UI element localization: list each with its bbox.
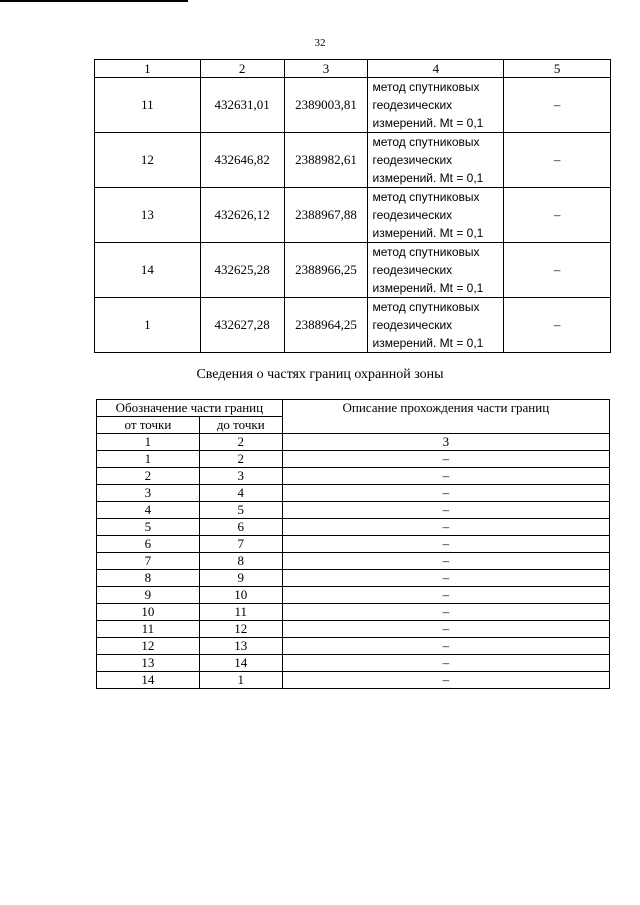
from-cell: 10 [97,604,200,621]
header-rule [0,0,188,2]
method-cell [368,243,504,298]
point-cell: 13 [95,188,201,243]
header-to-cell: до точки [199,417,282,434]
y-cell: 2388967,88 [284,188,368,243]
header-from-cell: от точки [97,417,200,434]
method-cell [368,133,504,188]
to-cell: 8 [199,553,282,570]
desc-cell: – [282,570,609,587]
header-group-cell: Обозначение части границ [97,400,283,417]
table-row [97,536,610,553]
x-cell: 432646,82 [200,133,284,188]
desc-cell: – [282,587,609,604]
table-row [95,298,611,353]
page-number: 32 [314,37,326,49]
table-row [95,78,611,133]
table-row [97,451,610,468]
table-row [95,243,611,298]
desc-cell: – [282,519,609,536]
desc-cell: – [282,638,609,655]
from-cell: 1 [97,451,200,468]
method-line: измерений. Mt = 0,1 [372,281,484,295]
method-cell [368,78,504,133]
from-cell: 13 [97,655,200,672]
to-cell: 14 [199,655,282,672]
desc-cell: – [282,502,609,519]
header-cell: 5 [504,60,611,78]
from-cell: 6 [97,536,200,553]
method-line: метод спутниковых [372,80,480,94]
to-cell: 10 [199,587,282,604]
desc-cell: – [282,604,609,621]
number-cell: 2 [199,434,282,451]
table-row [97,638,610,655]
table-row [97,485,610,502]
header-cell: 3 [284,60,368,78]
table-header-row [95,60,611,78]
to-cell: 9 [199,570,282,587]
table-row [97,621,610,638]
table-row [97,502,610,519]
section-caption: Сведения о частях границ охранной зоны [196,367,444,382]
table-row [97,570,610,587]
from-cell: 14 [97,672,200,689]
to-cell: 5 [199,502,282,519]
from-cell: 9 [97,587,200,604]
desc-cell: – [282,655,609,672]
number-cell: 3 [282,434,609,451]
to-cell: 11 [199,604,282,621]
method-line: измерений. Mt = 0,1 [372,226,484,240]
header-cell: 4 [368,60,504,78]
from-cell: 8 [97,570,200,587]
coordinates-table [94,59,611,353]
note-cell: – [504,243,611,298]
header-cell: 2 [200,60,284,78]
method-line: измерений. Mt = 0,1 [372,336,484,350]
desc-cell: – [282,468,609,485]
to-cell: 6 [199,519,282,536]
method-line: геодезических [372,153,453,167]
desc-cell: – [282,536,609,553]
to-cell: 4 [199,485,282,502]
to-cell: 7 [199,536,282,553]
point-cell: 11 [95,78,201,133]
from-cell: 3 [97,485,200,502]
method-cell [368,188,504,243]
desc-cell: – [282,451,609,468]
to-cell: 3 [199,468,282,485]
boundary-parts-table [96,399,610,689]
x-cell: 432631,01 [200,78,284,133]
method-line: метод спутниковых [372,245,480,259]
from-cell: 4 [97,502,200,519]
from-cell: 11 [97,621,200,638]
point-cell: 1 [95,298,201,353]
method-line: измерений. Mt = 0,1 [372,171,484,185]
to-cell: 12 [199,621,282,638]
method-line: геодезических [372,263,453,277]
y-cell: 2388964,25 [284,298,368,353]
note-cell: – [504,298,611,353]
point-cell: 14 [95,243,201,298]
desc-cell: – [282,485,609,502]
table-row [97,587,610,604]
table-number-row [97,434,610,451]
from-cell: 7 [97,553,200,570]
note-cell: – [504,133,611,188]
method-line: геодезических [372,318,453,332]
table-row [97,553,610,570]
header-cell: 1 [95,60,201,78]
header-desc-cell: Описание прохождения части границ [282,400,609,434]
table-row [97,519,610,536]
from-cell: 12 [97,638,200,655]
method-line: геодезических [372,98,453,112]
number-cell: 1 [97,434,200,451]
method-cell [368,298,504,353]
desc-cell: – [282,553,609,570]
method-line: метод спутниковых [372,135,480,149]
note-cell: – [504,188,611,243]
x-cell: 432626,12 [200,188,284,243]
table-row [95,188,611,243]
note-cell: – [504,78,611,133]
table-header-row [97,400,610,417]
method-line: метод спутниковых [372,300,480,314]
desc-cell: – [282,621,609,638]
from-cell: 2 [97,468,200,485]
y-cell: 2388982,61 [284,133,368,188]
x-cell: 432625,28 [200,243,284,298]
x-cell: 432627,28 [200,298,284,353]
desc-cell: – [282,672,609,689]
method-line: геодезических [372,208,453,222]
y-cell: 2388966,25 [284,243,368,298]
to-cell: 13 [199,638,282,655]
method-line: измерений. Mt = 0,1 [372,116,484,130]
table-row [97,655,610,672]
to-cell: 2 [199,451,282,468]
from-cell: 5 [97,519,200,536]
y-cell: 2389003,81 [284,78,368,133]
method-line: метод спутниковых [372,190,480,204]
point-cell: 12 [95,133,201,188]
table-row [97,468,610,485]
to-cell: 1 [199,672,282,689]
table-row [97,604,610,621]
table-row [97,672,610,689]
table-row [95,133,611,188]
